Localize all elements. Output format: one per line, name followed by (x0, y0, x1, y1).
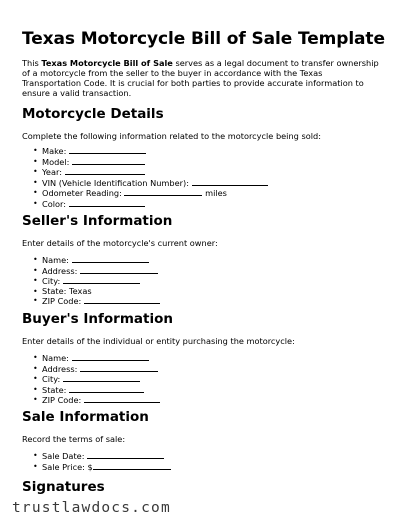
list-item (22, 146, 268, 157)
list-item (22, 395, 160, 406)
field-label-year: Year: (42, 167, 62, 178)
signatures-heading: Signatures (22, 479, 105, 495)
field-label-seller-zip: ZIP Code: (42, 296, 82, 307)
year-blank[interactable] (65, 167, 145, 175)
intro-suffix: serves as a legal document to transfer ownership of a motorcycle from the seller to the buyer in accordance with the Texas Transportation Code. It is crucial for both parties to provide accurate information to ensure a valid transaction. (22, 58, 379, 98)
seller-name-blank[interactable] (72, 255, 149, 263)
field-label-seller-address: Address: (42, 265, 78, 276)
odometer-blank[interactable] (124, 188, 202, 196)
motorcycle-details-heading: Motorcycle Details (22, 106, 164, 122)
buyer-info-heading: Buyer's Information (22, 311, 173, 327)
seller-city-blank[interactable] (63, 276, 140, 284)
buyer-state-blank[interactable] (69, 385, 144, 393)
motorcycle-instruction: Complete the following information related to the motorcycle being sold: (22, 131, 321, 141)
field-label-sale-price: Sale Price: $ (42, 461, 93, 472)
field-label-seller-city: City: (42, 276, 61, 287)
intro-prefix: This (22, 58, 42, 68)
buyer-fields-list (22, 353, 160, 406)
field-label-color: Color: (42, 198, 66, 209)
buyer-city-blank[interactable] (63, 374, 140, 382)
list-item (22, 287, 160, 297)
field-label-buyer-name: Name: (42, 353, 69, 363)
seller-info-heading: Seller's Information (22, 213, 173, 229)
sale-fields-list (22, 451, 171, 472)
seller-zip-blank[interactable] (84, 296, 160, 304)
sale-info-heading: Sale Information (22, 409, 149, 425)
list-item (22, 167, 268, 178)
field-label-buyer-zip: ZIP Code: (42, 395, 82, 406)
field-label-model: Model: (42, 156, 70, 167)
intro-bold-term: Texas Motorcycle Bill of Sale (41, 58, 173, 68)
seller-fields-list (22, 255, 160, 307)
list-item (22, 255, 160, 266)
list-item (22, 374, 160, 385)
list-item (22, 364, 160, 375)
buyer-name-blank[interactable] (72, 353, 149, 361)
list-item (22, 385, 160, 396)
motorcycle-fields-list (22, 146, 268, 210)
list-item (22, 296, 160, 307)
color-blank[interactable] (69, 199, 145, 207)
odometer-unit: miles (205, 188, 227, 199)
list-item (22, 188, 268, 199)
field-label-seller-name: Name: (42, 255, 69, 265)
sale-price-blank[interactable] (93, 462, 171, 470)
buyer-instruction: Enter details of the individual or entity purchasing the motorcycle: (22, 336, 295, 346)
seller-address-blank[interactable] (80, 266, 158, 274)
buyer-address-blank[interactable] (80, 364, 158, 372)
intro-paragraph (22, 58, 384, 98)
watermark: trustlawdocs.com (12, 500, 171, 516)
list-item (22, 353, 160, 364)
model-blank[interactable] (72, 157, 145, 165)
vin-blank[interactable] (192, 178, 268, 186)
field-label-buyer-address: Address: (42, 363, 78, 374)
field-label-make: Make: (42, 146, 67, 156)
make-blank[interactable] (69, 146, 146, 154)
list-item (22, 266, 160, 277)
list-item (22, 462, 171, 473)
buyer-zip-blank[interactable] (84, 395, 160, 403)
sale-instruction: Record the terms of sale: (22, 434, 126, 444)
field-label-vin: VIN (Vehicle Identification Number): (42, 177, 189, 188)
field-label-seller-state: State: Texas (42, 285, 92, 296)
list-item (22, 451, 171, 462)
list-item (22, 199, 268, 210)
list-item (22, 157, 268, 168)
field-label-sale-date: Sale Date: (42, 451, 85, 461)
list-item (22, 178, 268, 189)
field-label-odometer: Odometer Reading: (42, 188, 122, 199)
page-title: Texas Motorcycle Bill of Sale Template (22, 29, 385, 49)
field-label-buyer-city: City: (42, 374, 61, 385)
sale-date-blank[interactable] (87, 451, 164, 459)
field-label-buyer-state: State: (42, 384, 67, 395)
seller-instruction: Enter details of the motorcycle's current owner: (22, 238, 218, 248)
